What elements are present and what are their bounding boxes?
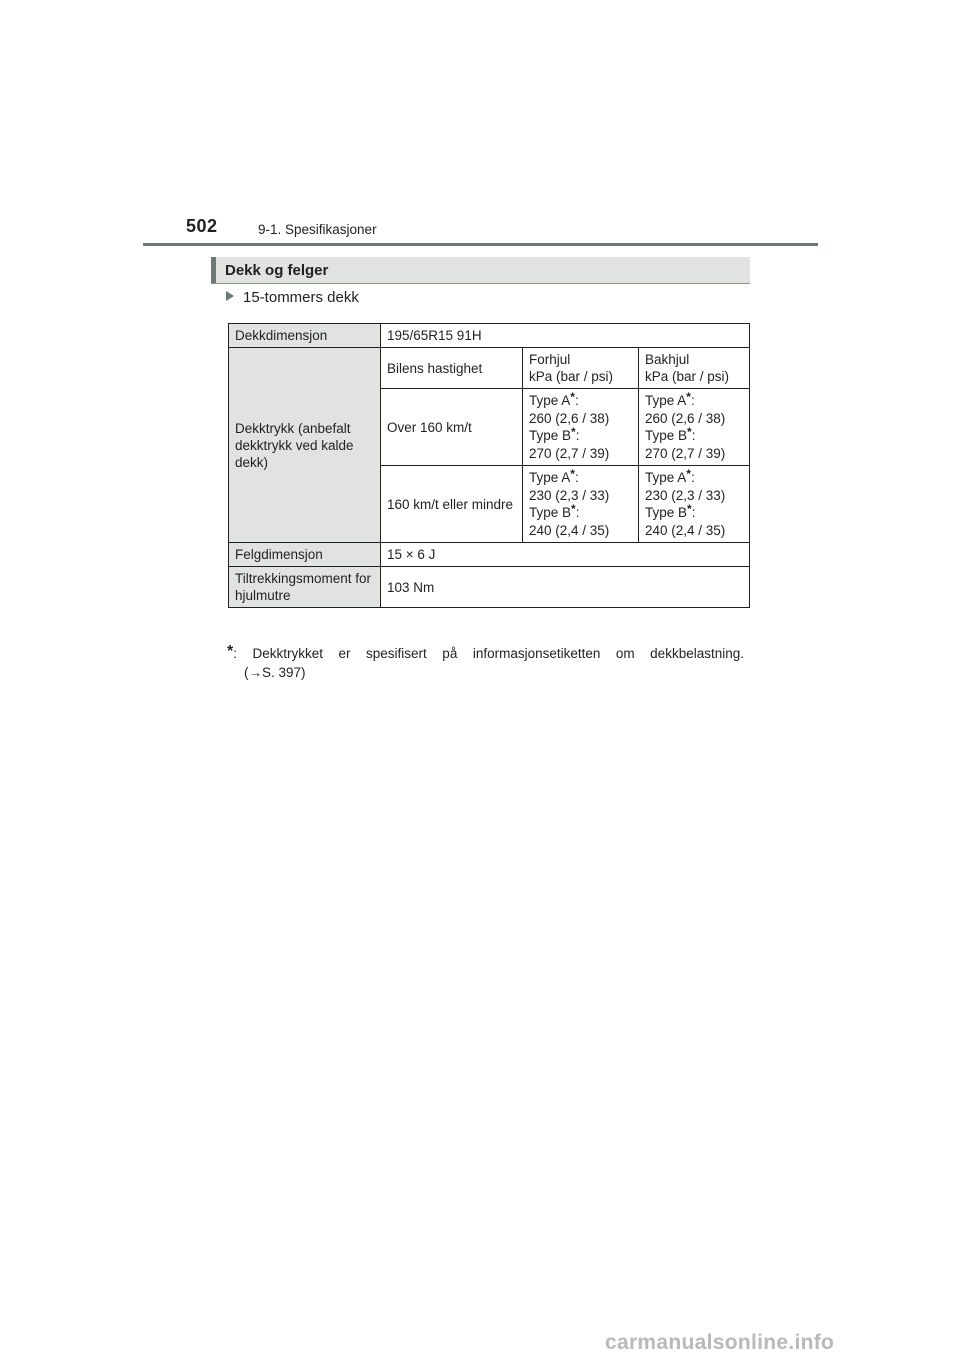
rim-size-label: Felgdimensjon bbox=[229, 543, 381, 567]
asterisk: * bbox=[686, 390, 691, 404]
tire-spec-table bbox=[228, 323, 750, 608]
rear-pressure-cell: Type A*: 260 (2,6 / 38) Type B*: 270 (2,7 / 39) bbox=[639, 389, 750, 466]
front-header-unit: kPa (bar / psi) bbox=[529, 369, 614, 384]
pressure-value: 260 (2,6 / 38) bbox=[529, 411, 610, 426]
pressure-value: 240 (2,4 / 35) bbox=[529, 523, 610, 538]
speed-header: Bilens hastighet bbox=[381, 348, 523, 389]
subheading bbox=[226, 289, 359, 306]
table-row bbox=[229, 543, 750, 567]
front-wheel-header bbox=[523, 348, 639, 389]
pressure-value: 270 (2,7 / 39) bbox=[529, 446, 610, 461]
asterisk: * bbox=[571, 425, 576, 439]
section-heading bbox=[211, 257, 750, 284]
rear-pressure-cell: Type A*: 230 (2,3 / 33) Type B*: 240 (2,4 / 35) bbox=[639, 466, 750, 543]
table-row bbox=[229, 324, 750, 348]
type-b-label: Type B bbox=[529, 505, 572, 520]
header-divider bbox=[143, 243, 818, 246]
asterisk: * bbox=[687, 425, 692, 439]
heading-accent-bar bbox=[211, 257, 216, 283]
asterisk: * bbox=[571, 502, 576, 516]
rear-header-unit: kPa (bar / psi) bbox=[645, 369, 730, 384]
asterisk: * bbox=[686, 467, 691, 481]
table-row bbox=[229, 348, 750, 389]
rear-wheel-header bbox=[639, 348, 750, 389]
front-pressure-cell: Type A*: 260 (2,6 / 38) Type B*: 270 (2,7 / 39) bbox=[523, 389, 639, 466]
speed-cell: 160 km/t eller mindre bbox=[381, 466, 523, 543]
type-a-label: Type A bbox=[645, 393, 687, 408]
torque-value: 103 Nm bbox=[381, 567, 750, 608]
asterisk: * bbox=[570, 390, 575, 404]
page-number: 502 bbox=[186, 216, 218, 236]
footnote-page-reference: (→S. 397) bbox=[244, 665, 306, 680]
section-heading-title: Dekk og felger bbox=[225, 262, 329, 279]
triangle-bullet-icon bbox=[226, 291, 234, 301]
footnote-text: : Dekktrykket er spesifisert på informasjonsetiketten om dekkbelastning. bbox=[233, 646, 744, 661]
pressure-value: 230 (2,3 / 33) bbox=[529, 488, 610, 503]
pressure-value: 240 (2,4 / 35) bbox=[645, 523, 726, 538]
type-b-label: Type B bbox=[645, 428, 688, 443]
tire-size-value: 195/65R15 91H bbox=[381, 324, 750, 348]
pressure-label: Dekktrykk (anbefalt dekktrykk ved kalde dekk) bbox=[229, 348, 381, 543]
table-row bbox=[229, 567, 750, 608]
subheading-text: 15-tommers dekk bbox=[243, 289, 359, 306]
front-header-title: Forhjul bbox=[529, 352, 571, 367]
torque-label: Tiltrekkingsmoment for hjulmutre bbox=[229, 567, 381, 608]
type-b-label: Type B bbox=[645, 505, 688, 520]
speed-cell: Over 160 km/t bbox=[381, 389, 523, 466]
type-a-label: Type A bbox=[529, 393, 571, 408]
front-pressure-cell: Type A*: 230 (2,3 / 33) Type B*: 240 (2,4 / 35) bbox=[523, 466, 639, 543]
pressure-value: 260 (2,6 / 38) bbox=[645, 411, 726, 426]
footnote-marker: * bbox=[227, 643, 234, 660]
tire-size-label: Dekkdimensjon bbox=[229, 324, 381, 348]
type-a-label: Type A bbox=[645, 470, 687, 485]
pressure-value: 230 (2,3 / 33) bbox=[645, 488, 726, 503]
asterisk: * bbox=[570, 467, 575, 481]
pressure-value: 270 (2,7 / 39) bbox=[645, 446, 726, 461]
asterisk: * bbox=[687, 502, 692, 516]
rim-size-value: 15 × 6 J bbox=[381, 543, 750, 567]
type-a-label: Type A bbox=[529, 470, 571, 485]
type-b-label: Type B bbox=[529, 428, 572, 443]
section-label: 9-1. Spesifikasjoner bbox=[258, 222, 377, 237]
rear-header-title: Bakhjul bbox=[645, 352, 690, 367]
footnote bbox=[227, 644, 744, 682]
watermark: carmanualsonline.info bbox=[605, 1331, 835, 1354]
